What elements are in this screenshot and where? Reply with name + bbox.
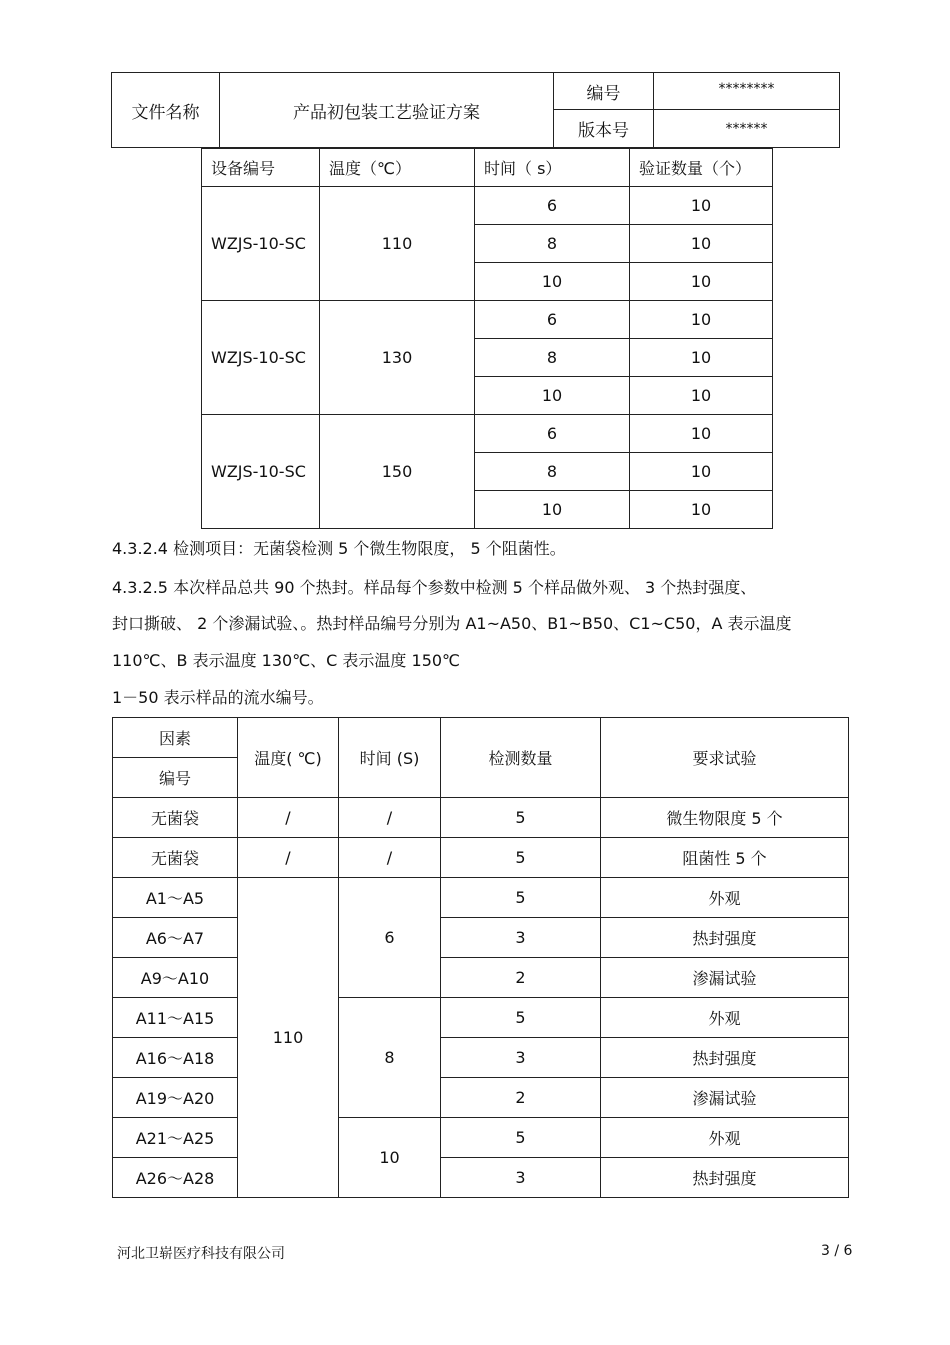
test-cell: 热封强度 [601,1158,849,1198]
sample-id-cell: A11～A15 [113,998,238,1038]
quantity-cell: 10 [630,263,773,301]
temperature-cell: 150 [320,415,475,529]
quantity-cell: 5 [441,1118,601,1158]
sample-id-cell: A16～A18 [113,1038,238,1078]
footer-page-number: 3 / 6 [821,1243,853,1259]
test-cell: 热封强度 [601,918,849,958]
quantity-cell: 5 [441,838,601,878]
quantity-cell: 5 [441,878,601,918]
quantity-cell: 10 [630,225,773,263]
column-header: 验证数量（个） [630,149,773,187]
sample-test-table [112,717,849,1198]
temperature-cell: / [238,838,339,878]
sample-id-cell: A1～A5 [113,878,238,918]
sample-id-cell: A9～A10 [113,958,238,998]
test-cell: 渗漏试验 [601,1078,849,1118]
factor-header: 因素 [113,718,238,758]
table-row [113,1118,849,1158]
paragraph-sample-numbering: 封口撕破、 2 个渗漏试验、。热封样品编号分别为 A1~A50、B1~B50、C1~C50，A 表示温度 [112,614,792,633]
table-row [202,415,773,453]
number-header: 编号 [113,758,238,798]
table-row [113,958,849,998]
sample-id-cell: 无菌袋 [113,798,238,838]
time-cell: 10 [475,263,630,301]
time-cell: 6 [339,878,441,998]
table-row [113,918,849,958]
quantity-cell: 10 [630,187,773,225]
version-value: ****** [654,110,840,148]
sample-id-cell: A6～A7 [113,918,238,958]
quantity-cell: 10 [630,415,773,453]
quantity-cell: 2 [441,1078,601,1118]
number-value: ******** [654,73,840,110]
temperature-cell: / [238,798,339,838]
quantity-cell: 3 [441,1158,601,1198]
paragraph-serial-numbers: 1－50 表示样品的流水编号。 [112,688,324,707]
sample-id-cell: A26～A28 [113,1158,238,1198]
column-header: 设备编号 [202,149,320,187]
device-cell: WZJS-10-SC [202,415,320,529]
table-header-row [202,149,773,187]
time-cell: / [339,838,441,878]
test-cell: 外观 [601,878,849,918]
time-cell: 10 [475,377,630,415]
table-row [113,1038,849,1078]
time-cell: 6 [475,187,630,225]
temperature-cell: 110 [320,187,475,301]
test-cell: 外观 [601,998,849,1038]
time-cell: 6 [475,415,630,453]
temperature-header: 温度( ℃) [238,718,339,798]
table-row [202,187,773,225]
quantity-cell: 5 [441,798,601,838]
paragraph-test-items: 4.3.2.4 检测项目：无菌袋检测 5 个微生物限度， 5 个阻菌性。 [112,539,566,558]
temperature-cell: 110 [238,878,339,1198]
verification-parameter-table [201,148,773,529]
test-cell: 阻菌性 5 个 [601,838,849,878]
quantity-cell: 10 [630,301,773,339]
quantity-header: 检测数量 [441,718,601,798]
file-name-label: 文件名称 [112,73,220,148]
time-cell: 8 [475,339,630,377]
quantity-cell: 10 [630,453,773,491]
number-label: 编号 [554,73,654,110]
required-test-header: 要求试验 [601,718,849,798]
table-row [113,838,849,878]
time-cell: / [339,798,441,838]
time-cell: 8 [475,453,630,491]
table-row [202,301,773,339]
time-cell: 8 [475,225,630,263]
table-row [113,998,849,1038]
table-row [113,1078,849,1118]
time-header: 时间 (S) [339,718,441,798]
time-cell: 10 [339,1118,441,1198]
table-header-row [113,718,849,758]
device-cell: WZJS-10-SC [202,187,320,301]
paragraph-temperature-codes: 110℃、B 表示温度 130℃、C 表示温度 150℃ [112,651,461,670]
quantity-cell: 3 [441,1038,601,1078]
table-row [113,878,849,918]
test-cell: 渗漏试验 [601,958,849,998]
table-row [113,1158,849,1198]
paragraph-sample-description: 4.3.2.5 本次样品总共 90 个热封。样品每个参数中检测 5 个样品做外观、 3 个热封强度、 [112,578,757,597]
column-header: 温度（℃） [320,149,475,187]
time-cell: 8 [339,998,441,1118]
quantity-cell: 10 [630,339,773,377]
time-cell: 10 [475,491,630,529]
temperature-cell: 130 [320,301,475,415]
version-label: 版本号 [554,110,654,148]
quantity-cell: 5 [441,998,601,1038]
test-cell: 微生物限度 5 个 [601,798,849,838]
table-row [113,798,849,838]
device-cell: WZJS-10-SC [202,301,320,415]
sample-id-cell: 无菌袋 [113,838,238,878]
footer-company: 河北卫崭医疗科技有限公司 [117,1246,285,1262]
quantity-cell: 10 [630,377,773,415]
test-cell: 外观 [601,1118,849,1158]
quantity-cell: 10 [630,491,773,529]
file-name: 产品初包装工艺验证方案 [220,73,554,148]
sample-id-cell: A21～A25 [113,1118,238,1158]
quantity-cell: 3 [441,918,601,958]
time-cell: 6 [475,301,630,339]
column-header: 时间（ s） [475,149,630,187]
quantity-cell: 2 [441,958,601,998]
test-cell: 热封强度 [601,1038,849,1078]
sample-id-cell: A19～A20 [113,1078,238,1118]
document-header-table [111,72,840,148]
